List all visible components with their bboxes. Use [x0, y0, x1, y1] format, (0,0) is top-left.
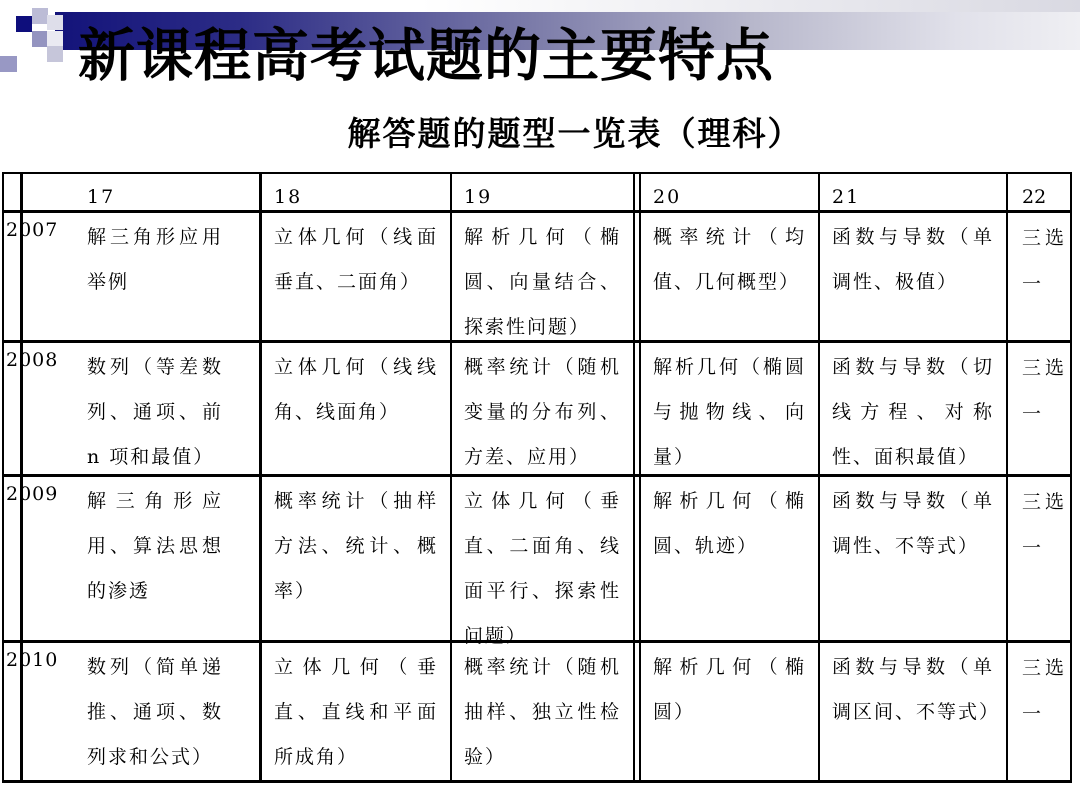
cell-2008-q17: 数列（等差数列、通项、前 n 项和最值）: [23, 343, 262, 480]
cell-2008-year: [4, 343, 59, 480]
deco-square: [47, 46, 63, 62]
cell-2010-q21: 函数与导数（单调区间、不等式）: [820, 643, 1008, 780]
cell-2007-q22: 三选一: [1022, 227, 1064, 295]
cell-2010-year: [4, 643, 59, 780]
deco-square: [0, 56, 17, 72]
cell-2010-q20: 解析几何（椭圆）: [641, 643, 820, 780]
header-cell-q22: 22: [1022, 186, 1047, 208]
cell-2008-q19: 概率统计（随机变量的分布列、方差、应用）: [452, 343, 635, 480]
table-row-2010: [4, 643, 1070, 780]
deco-square: [47, 31, 63, 46]
cell-2007-year: [4, 213, 59, 350]
header-cell-year: [4, 174, 23, 210]
cell-2007-q21: 函数与导数（单调性、极值）: [820, 213, 1008, 350]
cell-2009-q20: 解析几何（椭圆、轨迹）: [641, 477, 820, 659]
header-cell-q18: 18: [262, 174, 452, 210]
cell-2008-q22: 三选一: [1022, 357, 1064, 425]
deco-square-navy: [16, 16, 32, 32]
deco-square: [32, 8, 48, 24]
exam-question-table: [2, 172, 1072, 783]
cell-2010-q19: 概率统计（随机抽样、独立性检验）: [452, 643, 635, 780]
cell-2009-year: [4, 477, 59, 659]
year-label: 2007: [6, 219, 59, 241]
cell-2009-q17: 解三角形应用、算法思想的渗透: [23, 477, 262, 659]
cell-2009-q18: 概率统计（抽样方法、统计、概率）: [262, 477, 452, 659]
header-cell-q17: 17: [23, 174, 262, 210]
cell-2008-q21: 函数与导数（切线方程、对称性、面积最值）: [820, 343, 1008, 480]
banner-top-strip: [420, 0, 1080, 12]
cell-2010-q17: 数列（简单递推、通项、数列求和公式）: [23, 643, 262, 780]
header-cell-q20: 20: [641, 174, 820, 210]
cell-2010-q18: 立体几何（垂直、直线和平面所成角）: [262, 643, 452, 780]
year-label: 2008: [6, 349, 59, 371]
cell-2007-q17: 解三角形应用举例: [23, 213, 262, 350]
table-row-2007: [4, 213, 1070, 343]
cell-2008-q18: 立体几何（线线角、线面角）: [262, 343, 452, 480]
slide-subtitle: 解答题的题型一览表（理科）: [347, 114, 803, 153]
header-cell-q21: 21: [820, 174, 1008, 210]
cell-2009-q22: 三选一: [1022, 491, 1064, 559]
cell-2009-q21: 函数与导数（单调性、不等式）: [820, 477, 1008, 659]
deco-square: [47, 15, 63, 30]
cell-2007-q20: 概率统计（均值、几何概型）: [641, 213, 820, 350]
table-row-2009: [4, 477, 1070, 647]
table-header-row: [4, 174, 1070, 213]
cell-2007-q19: 解析几何（椭圆、向量结合、探索性问题）: [452, 213, 635, 350]
cell-2008-q20: 解析几何（椭圆与抛物线、向量）: [641, 343, 820, 480]
deco-square: [32, 31, 48, 47]
cell-2010-q22: 三选一: [1022, 657, 1064, 725]
table-row-2008: [4, 343, 1070, 477]
cell-2007-q18: 立体几何（线面垂直、二面角）: [262, 213, 452, 350]
slide-title: 新课程高考试题的主要特点: [78, 24, 774, 88]
header-cell-q19: 19: [452, 174, 635, 210]
cell-2009-q19: 立体几何（垂直、二面角、线面平行、探索性问题）: [452, 477, 635, 659]
year-label: 2010: [6, 649, 59, 671]
year-label: 2009: [6, 483, 59, 505]
